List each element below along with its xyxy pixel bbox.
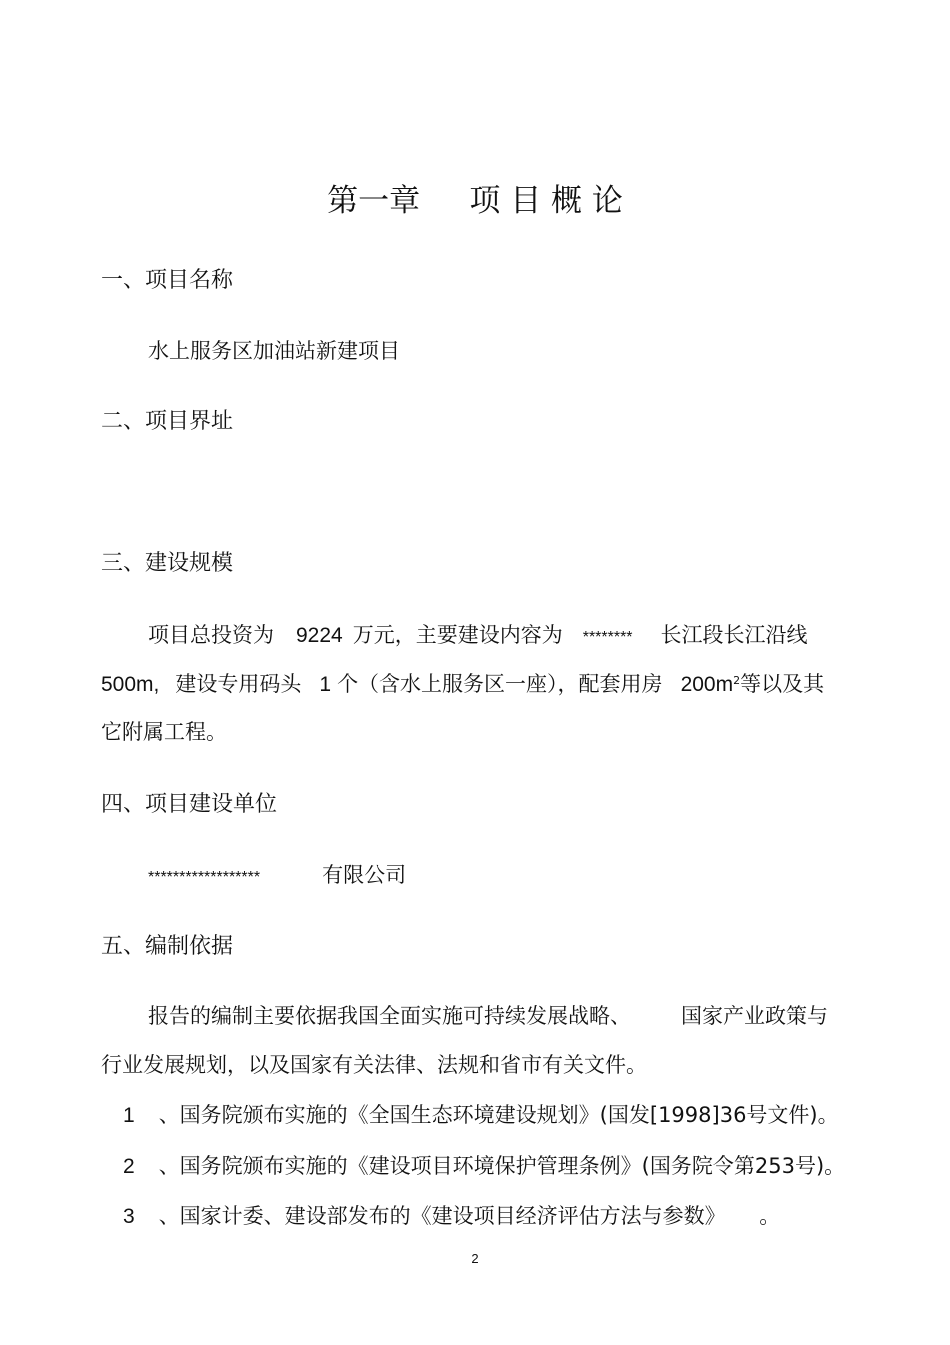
- basis-item-text: 、国家计委、建设部发布的《建设项目经济评估方法与参数》: [158, 1204, 716, 1228]
- section-heading-construction-unit: 四、项目建设单位: [101, 792, 278, 817]
- basis-para-line-2: 行业发展规划，以及国家有关法律、法规和省市有关文件。: [101, 1053, 647, 1077]
- basis-item-tail: 。: [759, 1204, 781, 1228]
- area-superscript: 2: [733, 674, 741, 687]
- scale-line1-b: 万元，主要建设内容为: [352, 623, 563, 647]
- section-heading-basis: 五、编制依据: [101, 934, 234, 959]
- scale-line1-c: 长江段长江沿线: [660, 623, 808, 647]
- scale-line1-a: 项目总投资为: [148, 623, 274, 647]
- dock-count: 1: [319, 673, 332, 696]
- redacted-company-name: ******************: [148, 869, 261, 886]
- project-name-text: 水上服务区加油站新建项目: [148, 339, 400, 363]
- investment-amount: 9224: [296, 624, 343, 647]
- basis-item-text: 、国务院颁布实施的《建设项目环境保护管理条例》(国务院令第253号)。: [158, 1154, 846, 1178]
- redacted-location: ********: [582, 629, 633, 646]
- shoreline-length: 500m,: [101, 673, 160, 696]
- scale-line-2: [101, 668, 824, 698]
- basis-item-1: [123, 1099, 839, 1129]
- basis-item-number: 2: [123, 1155, 135, 1178]
- section-heading-construction-scale: 三、建设规模: [101, 551, 234, 576]
- chapter-title: 第一章 项 目 概 论: [327, 183, 623, 219]
- basis-para-line-1: [148, 1000, 828, 1030]
- scale-line2-b: 建设专用码头: [175, 672, 302, 696]
- building-area: 200m: [680, 673, 734, 696]
- section-heading-project-site: 二、项目界址: [101, 409, 234, 434]
- scale-line-3: 它附属工程。: [101, 720, 227, 744]
- scale-line-1: [148, 619, 808, 649]
- basis-item-text: 、国务院颁布实施的《全国生态环境建设规划》(国发[1998]36号文件)。: [158, 1103, 839, 1127]
- basis-para-line1-b: 国家产业政策与: [681, 1004, 828, 1028]
- basis-item-3: [123, 1200, 780, 1230]
- basis-para-line1-a: 报告的编制主要依据我国全面实施可持续发展战略、: [148, 1004, 631, 1028]
- basis-item-number: 3: [123, 1205, 135, 1228]
- construction-unit-line: [148, 859, 406, 889]
- basis-item-2: [123, 1150, 845, 1180]
- scale-line2-c: 个（含水上服务区一座），配套用房: [337, 672, 663, 696]
- page-number: 2: [471, 1251, 479, 1266]
- scale-line2-e: 等以及其: [740, 672, 825, 696]
- basis-item-number: 1: [123, 1104, 135, 1127]
- company-suffix: 有限公司: [322, 863, 407, 887]
- section-heading-project-name: 一、项目名称: [101, 268, 234, 293]
